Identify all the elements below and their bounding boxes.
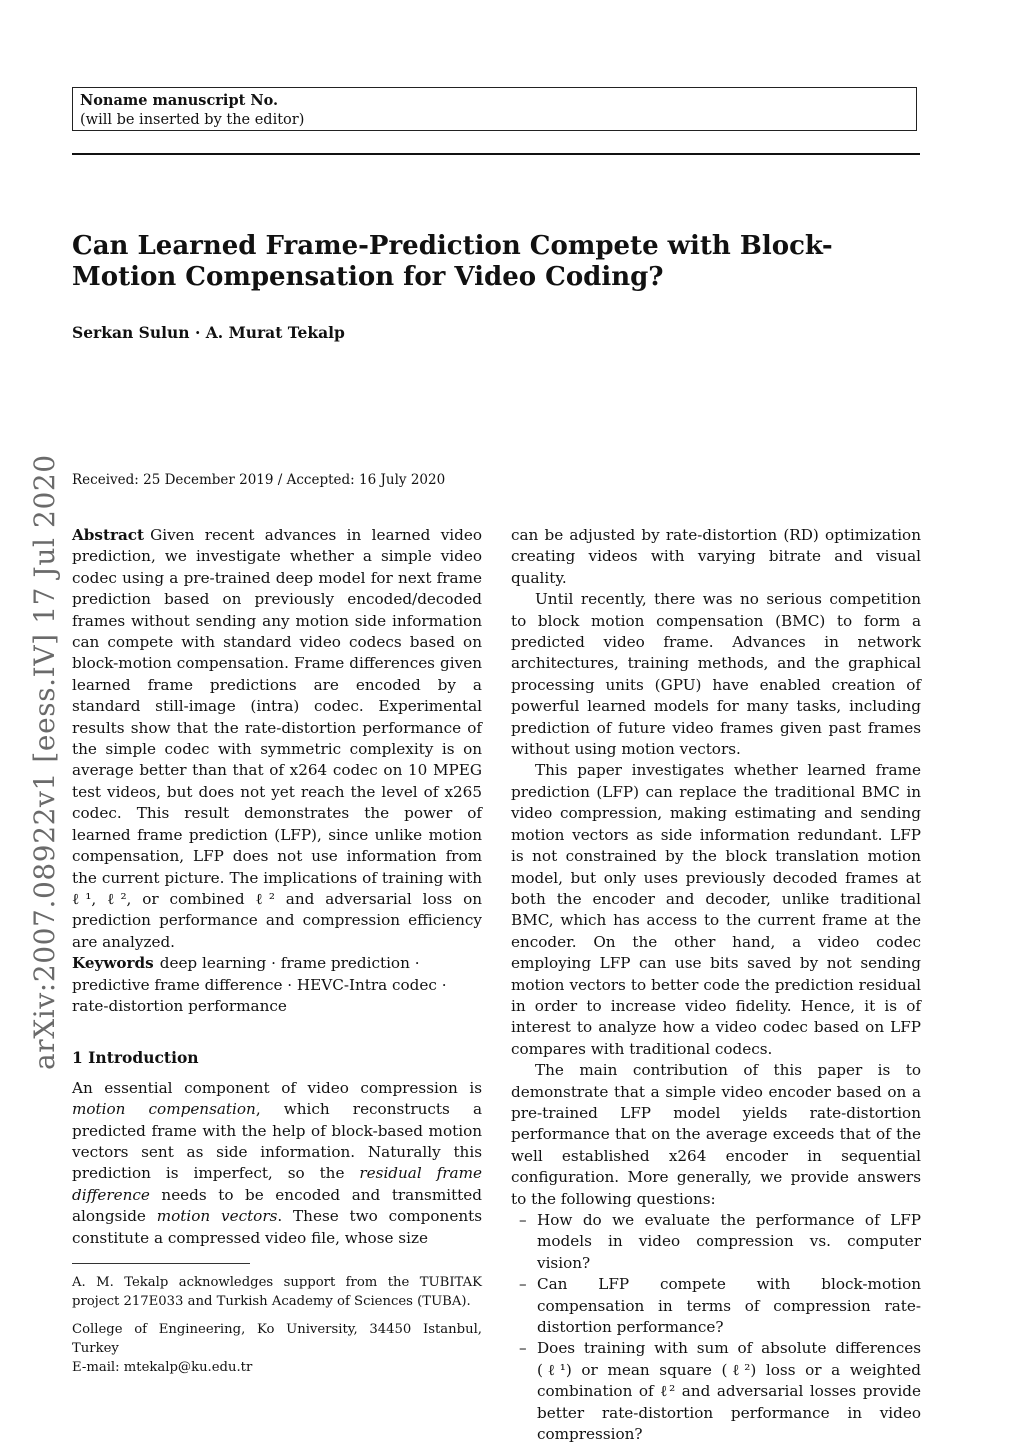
question-list (511, 1210, 921, 1445)
affiliation-footnote (72, 1320, 482, 1377)
right-paragraph-1: Until recently, there was no serious competition to block motion compensation (BMC) to form a predicted video frame. Advances in network architectures, training methods, and the graphical processing units (GPU) have enabled creation of powerful learned models for many tasks, including prediction of future video frames given past frames without using motion vectors. (511, 590, 921, 759)
received-date-line: Received: 25 December 2019 / Accepted: 16 July 2020 (72, 472, 446, 488)
right-column (511, 525, 921, 1445)
intro-em-motion-compensation: motion compensation (72, 1100, 256, 1119)
footnote-rule (72, 1263, 250, 1264)
intro-text-2: , which reconstructs a predicted frame with the help of block-based motion vectors sent as side information. Naturally this prediction is imperfect, so the (72, 1100, 482, 1183)
paper-title: Can Learned Frame-Prediction Compete with Block-Motion Compensation for Video Coding? (72, 231, 833, 292)
manuscript-header-box (72, 87, 917, 131)
right-paragraph-0: can be adjusted by rate-distortion (RD) optimization creating videos with varying bitrate and visual quality. (511, 526, 921, 587)
abstract-heading: Abstract (72, 526, 145, 544)
author-list: Serkan Sulun · A. Murat Tekalp (72, 323, 345, 342)
keywords-body: deep learning · frame prediction · predictive frame difference · HEVC-Intra codec · rate-distortion performance (72, 954, 447, 1015)
manuscript-number-label: Noname manuscript No. (80, 92, 279, 109)
intro-text-3: needs to be encoded and transmitted alongside (72, 1185, 482, 1226)
editor-note: (will be inserted by the editor) (80, 112, 305, 128)
intro-text-1: An essential component of video compression is (72, 1078, 482, 1097)
right-paragraph-3: The main contribution of this paper is to demonstrate that a simple video encoder based on a pre-trained LFP model yields rate-distortion performance that on the average exceeds that of the well established x264 encoder in sequential configuration. More generally, we provide answers to the following questions: (511, 1061, 921, 1208)
intro-text-4: . These two components constitute a compressed video file, whose size (72, 1207, 482, 1247)
intro-em-motion-vectors: motion vectors (156, 1207, 278, 1226)
abstract-paragraph (72, 525, 482, 953)
abstract-body: Given recent advances in learned video prediction, we investigate whether a simple video codec using a pre-trained deep model for next frame prediction based on previously encoded/decoded frames without sending any motion side information can compete with standard video codecs based on block-motion compensation. Frame differences given learned frame predictions are encoded by a standard still-image (intra) codec. Experimental results show that the rate-distortion performance of the simple codec with symmetric complexity is on average better than that of x264 codec on 10 MPEG test videos, but does not yet reach the level of x265 codec. This result demonstrates the power of learned frame prediction (LFP), since unlike motion compensation, LFP does not use information from the current picture. The implications of training with ℓ¹, ℓ², or combined ℓ² and adversarial loss on prediction performance and compression efficiency are analyzed. (72, 526, 482, 951)
right-paragraph-2: This paper investigates whether learned frame prediction (LFP) can replace the traditional BMC in video compression, making estimating and sending motion vectors as side information redundant. LFP is not constrained by the block translation motion model, but only uses previously decoded frames at both the encoder and decoder, unlike traditional BMC, which has access to the current frame at the encoder. On the other hand, a video codec employing LFP can use bits saved by not sending motion vectors to better code the prediction residual in order to increase video fidelity. Hence, it is of interest to analyze how a video codec based on LFP compares with traditional codecs. (511, 761, 921, 1058)
left-column (72, 525, 482, 1377)
list-item: – Does training with sum of absolute differences (ℓ¹) or mean square (ℓ²) loss or a weighted combination of ℓ² and adversarial losses provide better rate-distortion performance in video compression? (511, 1338, 921, 1445)
funding-footnote: A. M. Tekalp acknowledges support from the TUBITAK project 217E033 and Turkish Academy of Sciences (TUBA). (72, 1275, 482, 1309)
list-item: – How do we evaluate the performance of LFP models in video compression vs. computer vision? (511, 1210, 921, 1274)
keywords-paragraph (72, 953, 482, 1017)
list-item: – Can LFP compete with block-motion compensation in terms of compression rate-distortion performance? (511, 1274, 921, 1338)
header-rule (72, 153, 920, 155)
intro-em-residual: residual frame difference (72, 1164, 482, 1204)
introduction-heading: 1 Introduction (72, 1048, 199, 1068)
keywords-heading: Keywords (72, 954, 154, 973)
arxiv-sidebar-stamp: arXiv:2007.08922v1 [eess.IV] 17 Jul 2020 (28, 454, 61, 1070)
affiliation-line: College of Engineering, Ko University, 34450 Istanbul, Turkey (72, 1322, 482, 1356)
intro-paragraph (72, 1078, 482, 1249)
email-line: E-mail: mtekalp@ku.edu.tr (72, 1360, 253, 1375)
